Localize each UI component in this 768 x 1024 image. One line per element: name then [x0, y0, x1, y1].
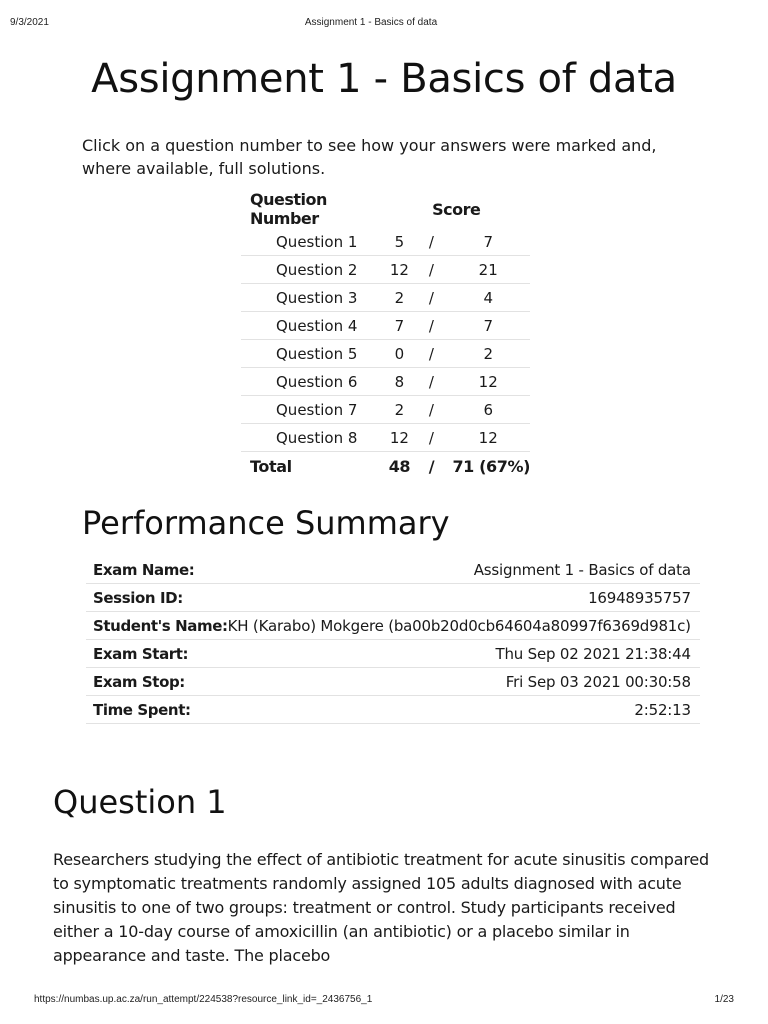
question-link[interactable]: Question 7: [276, 400, 358, 419]
score-got: 2: [382, 396, 416, 424]
question-1-title: Question 1: [53, 783, 227, 821]
score-row[interactable]: [241, 396, 530, 424]
score-max: 12: [446, 424, 530, 452]
question-link[interactable]: Question 4: [276, 316, 358, 335]
score-header: Score: [432, 199, 481, 219]
summary-row: [86, 696, 700, 724]
summary-label: Exam Name:: [86, 556, 228, 584]
summary-label: Session ID:: [86, 584, 228, 612]
summary-label: Exam Start:: [86, 640, 228, 668]
score-got: 8: [382, 368, 416, 396]
score-table: [241, 190, 530, 480]
total-label: Total: [250, 456, 292, 476]
question-link[interactable]: Question 3: [276, 288, 358, 307]
print-footer: [34, 994, 734, 1008]
summary-row: [86, 556, 700, 584]
question-link[interactable]: Question 6: [276, 372, 358, 391]
summary-value: 16948935757: [228, 584, 700, 612]
print-page-title: Assignment 1 - Basics of data: [304, 17, 438, 28]
score-max: 21: [446, 256, 530, 284]
performance-summary-title: Performance Summary: [82, 504, 450, 542]
print-header: [10, 17, 732, 31]
score-got: 0: [382, 340, 416, 368]
score-slash: /: [416, 396, 446, 424]
summary-label: Exam Stop:: [86, 668, 228, 696]
score-max: 2: [446, 340, 530, 368]
score-slash: /: [416, 340, 446, 368]
score-max: 6: [446, 396, 530, 424]
summary-row: [86, 640, 700, 668]
score-total-row: [241, 452, 530, 481]
question-link[interactable]: Question 1: [276, 232, 358, 251]
summary-value: KH (Karabo) Mokgere (ba00b20d0cb64604a80997f6369d981c): [228, 612, 700, 640]
print-url: https://numbas.up.ac.za/run_attempt/224538?resource_link_id=_2436756_1: [34, 994, 373, 1005]
score-row[interactable]: [241, 228, 530, 256]
intro-text: Click on a question number to see how your answers were marked and, where available, full solutions.: [82, 136, 657, 178]
score-row[interactable]: [241, 312, 530, 340]
score-row[interactable]: [241, 340, 530, 368]
summary-value: Assignment 1 - Basics of data: [228, 556, 700, 584]
score-slash: /: [416, 312, 446, 340]
score-max: 12: [446, 368, 530, 396]
score-slash: /: [416, 284, 446, 312]
question-number-header: Question Number: [250, 190, 327, 228]
score-slash: /: [416, 256, 446, 284]
total-got: 48: [388, 456, 411, 476]
score-got: 12: [382, 256, 416, 284]
total-slash: /: [428, 456, 435, 476]
page-title: Assignment 1 - Basics of data: [91, 56, 677, 102]
summary-row: [86, 668, 700, 696]
question-1-text: Researchers studying the effect of antibiotic treatment for acute sinusitis compared to symptomatic treatments randomly assigned 105 adults diagnosed with acute sinusitis to one of two groups: treatment or control. Study participants received either a 10-day course of amoxicillin (an antibiotic) or a placebo similar in appearance and taste. The placebo: [53, 850, 709, 965]
summary-row: [86, 584, 700, 612]
question-link[interactable]: Question 2: [276, 260, 358, 279]
score-slash: /: [416, 228, 446, 256]
score-row[interactable]: [241, 256, 530, 284]
summary-label: Time Spent:: [86, 696, 228, 724]
score-row[interactable]: [241, 368, 530, 396]
score-row[interactable]: [241, 424, 530, 452]
score-max: 7: [446, 312, 530, 340]
score-got: 5: [382, 228, 416, 256]
summary-label: Student's Name:: [86, 612, 228, 640]
score-got: 7: [382, 312, 416, 340]
print-date: 9/3/2021: [10, 17, 49, 28]
total-max: 71 (67%): [452, 456, 530, 476]
performance-summary-table: [86, 556, 700, 724]
score-got: 2: [382, 284, 416, 312]
score-max: 7: [446, 228, 530, 256]
summary-value: Thu Sep 02 2021 21:38:44: [228, 640, 700, 668]
summary-value: 2:52:13: [228, 696, 700, 724]
question-link[interactable]: Question 5: [276, 344, 358, 363]
score-table-header: [241, 190, 530, 228]
score-max: 4: [446, 284, 530, 312]
score-got: 12: [382, 424, 416, 452]
question-link[interactable]: Question 8: [276, 428, 358, 447]
summary-value: Fri Sep 03 2021 00:30:58: [228, 668, 700, 696]
score-row[interactable]: [241, 284, 530, 312]
print-page-number: 1/23: [714, 994, 734, 1005]
summary-row: [86, 612, 700, 640]
score-slash: /: [416, 424, 446, 452]
score-slash: /: [416, 368, 446, 396]
